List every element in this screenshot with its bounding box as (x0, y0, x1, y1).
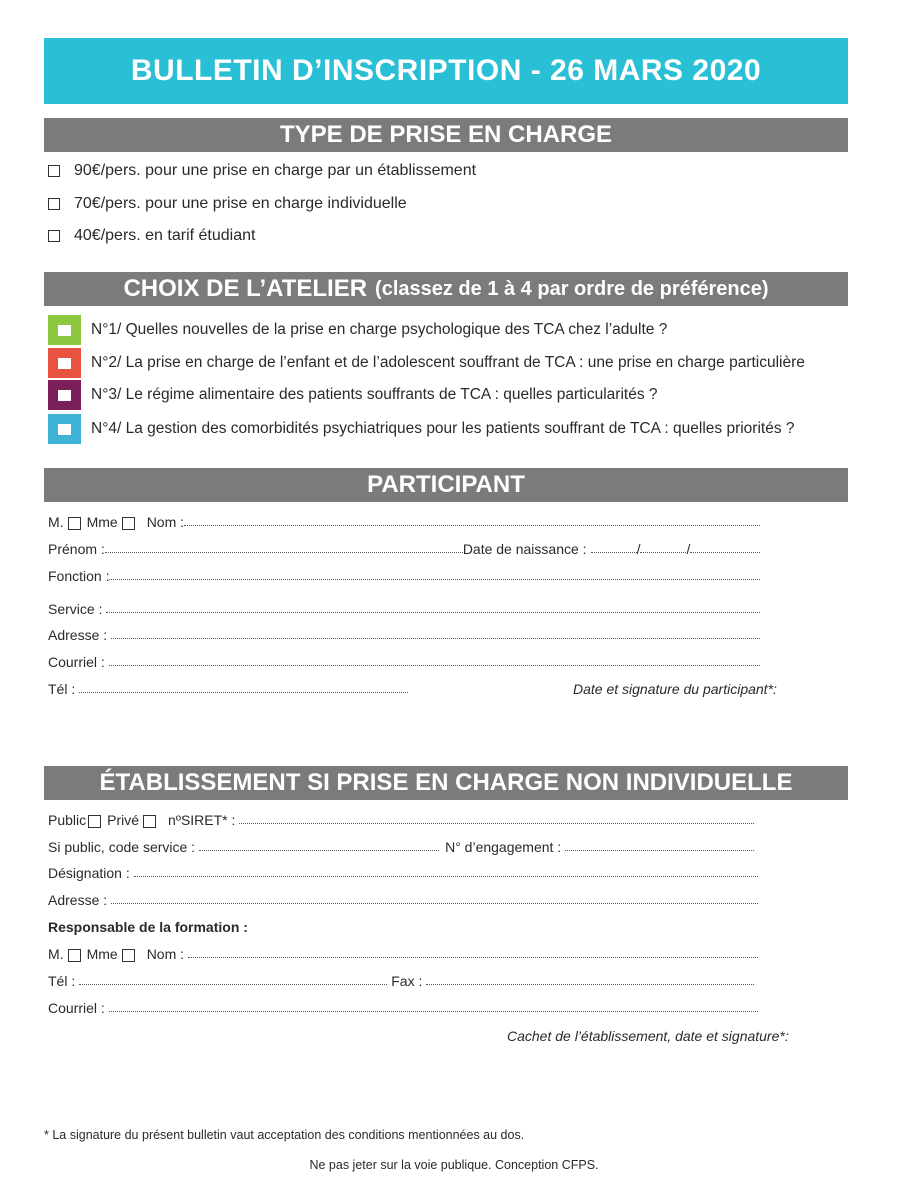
etab-public-checkbox[interactable] (88, 815, 101, 828)
option-individuelle (48, 195, 407, 213)
etab-public-label: Public (48, 812, 87, 828)
atelier-4-label: N°4/ La gestion des comorbidités psychiatriques pour les patients souffrant de TCA : quelles priorités ? (91, 420, 795, 437)
atelier-2-rank-box[interactable] (58, 358, 71, 369)
etab-code-service-label: Si public, code service : (48, 839, 196, 855)
naissance-day-field[interactable] (591, 552, 637, 553)
atelier-item-2 (48, 348, 805, 378)
participant-fonction-row (48, 566, 760, 584)
participant-prenom-field[interactable] (105, 552, 463, 553)
section-atelier-title (44, 272, 848, 306)
atelier-3-rank-box[interactable] (58, 390, 71, 401)
naissance-year-field[interactable] (690, 552, 760, 553)
etab-mme-checkbox[interactable] (122, 949, 135, 962)
etab-responsable-heading: Responsable de la formation : (48, 919, 248, 935)
etab-siret-label: nºSIRET* : (168, 812, 236, 828)
etab-courriel-label: Courriel : (48, 1000, 105, 1016)
participant-signature-label: Date et signature du participant*: (573, 681, 777, 697)
participant-fonction-field[interactable] (109, 579, 760, 580)
option-individuelle-label: 70€/pers. pour une prise en charge individuelle (74, 195, 407, 212)
etab-designation-field[interactable] (134, 876, 758, 877)
atelier-3-color-chip (48, 380, 81, 410)
atelier-1-color-chip (48, 315, 81, 345)
participant-mme-label: Mme (86, 514, 118, 530)
participant-m-checkbox[interactable] (68, 517, 81, 530)
atelier-item-3 (48, 380, 658, 410)
etab-adresse-row (48, 890, 758, 908)
etab-adresse-field[interactable] (111, 903, 758, 904)
etab-prive-checkbox[interactable] (143, 815, 156, 828)
etab-fax-label: Fax : (391, 973, 423, 989)
section-prise-en-charge-title: TYPE DE PRISE EN CHARGE (44, 118, 848, 152)
etab-engagement-field[interactable] (565, 850, 754, 851)
participant-adresse-label: Adresse : (48, 627, 108, 643)
naissance-month-field[interactable] (640, 552, 686, 553)
etab-code-service-field[interactable] (199, 850, 439, 851)
etab-tel-row (48, 971, 754, 989)
participant-tel-label: Tél : (48, 681, 76, 697)
footer-note: * La signature du présent bulletin vaut acceptation des conditions mentionnées au dos. (44, 1128, 525, 1142)
etab-nom-field[interactable] (188, 957, 758, 958)
etab-adresse-label: Adresse : (48, 892, 108, 908)
etab-designation-label: Désignation : (48, 865, 130, 881)
atelier-2-label: N°2/ La prise en charge de l’enfant et de l’adolescent souffrant de TCA : une prise en charge particulière (91, 354, 805, 371)
participant-tel-row (48, 679, 408, 697)
participant-service-field[interactable] (106, 612, 760, 613)
atelier-2-color-chip (48, 348, 81, 378)
etab-type-row (48, 810, 754, 828)
checkbox-etudiant[interactable] (48, 230, 60, 242)
atelier-title-text: CHOIX DE L’ATELIER (123, 275, 368, 302)
etab-siret-field[interactable] (239, 823, 754, 824)
participant-tel-field[interactable] (79, 692, 408, 693)
atelier-item-1 (48, 315, 667, 345)
checkbox-individuelle[interactable] (48, 198, 60, 210)
section-etablissement-title: ÉTABLISSEMENT SI PRISE EN CHARGE NON INDIVIDUELLE (44, 766, 848, 800)
participant-prenom-row (48, 539, 760, 557)
participant-adresse-field[interactable] (111, 638, 760, 639)
participant-courriel-label: Courriel : (48, 654, 105, 670)
atelier-subtitle: (classez de 1 à 4 par ordre de préférence) (375, 277, 769, 300)
etab-designation-row (48, 863, 758, 881)
etab-prive-label: Privé (107, 812, 140, 828)
participant-adresse-row (48, 625, 760, 643)
participant-naissance-label: Date de naissance : (462, 541, 587, 557)
etab-fax-field[interactable] (426, 984, 754, 985)
form-title: BULLETIN D’INSCRIPTION - 26 MARS 2020 (44, 38, 848, 104)
section-participant-title: PARTICIPANT (44, 468, 848, 502)
etab-tel-field[interactable] (79, 984, 387, 985)
atelier-3-label: N°3/ Le régime alimentaire des patients souffrants de TCA : quelles particularités ? (91, 386, 658, 403)
participant-service-row (48, 599, 760, 617)
participant-civility-row (48, 512, 760, 530)
atelier-4-color-chip (48, 414, 81, 444)
etab-m-label: M. (48, 946, 64, 962)
participant-m-label: M. (48, 514, 64, 530)
participant-nom-label: Nom : (146, 514, 185, 530)
option-etablissement-label: 90€/pers. pour une prise en charge par un établissement (74, 162, 477, 179)
participant-service-label: Service : (48, 601, 103, 617)
participant-mme-checkbox[interactable] (122, 517, 135, 530)
option-etudiant (48, 227, 255, 245)
naissance-slash-1: / (636, 541, 641, 557)
atelier-4-rank-box[interactable] (58, 424, 71, 435)
etab-civility-row (48, 944, 758, 962)
participant-courriel-field[interactable] (109, 665, 760, 666)
atelier-item-4 (48, 414, 795, 444)
option-etablissement (48, 162, 476, 180)
etab-m-checkbox[interactable] (68, 949, 81, 962)
etab-nom-label: Nom : (146, 946, 185, 962)
etab-courriel-row (48, 998, 758, 1016)
checkbox-etablissement[interactable] (48, 165, 60, 177)
participant-prenom-label: Prénom : (48, 541, 105, 557)
participant-fonction-label: Fonction : (48, 568, 110, 584)
etab-mme-label: Mme (86, 946, 118, 962)
footer-credit: Ne pas jeter sur la voie publique. Conception CFPS. (309, 1158, 599, 1172)
atelier-1-label: N°1/ Quelles nouvelles de la prise en charge psychologique des TCA chez l’adulte ? (91, 321, 668, 338)
participant-nom-field[interactable] (184, 525, 760, 526)
etab-courriel-field[interactable] (109, 1011, 758, 1012)
participant-courriel-row (48, 652, 760, 670)
etab-cachet-label: Cachet de l’établissement, date et signature*: (507, 1028, 789, 1044)
naissance-slash-2: / (686, 541, 691, 557)
etab-code-row (48, 837, 754, 855)
atelier-1-rank-box[interactable] (58, 325, 71, 336)
etab-engagement-label: N° d’engagement : (445, 839, 562, 855)
etab-tel-label: Tél : (48, 973, 76, 989)
option-etudiant-label: 40€/pers. en tarif étudiant (74, 227, 256, 244)
